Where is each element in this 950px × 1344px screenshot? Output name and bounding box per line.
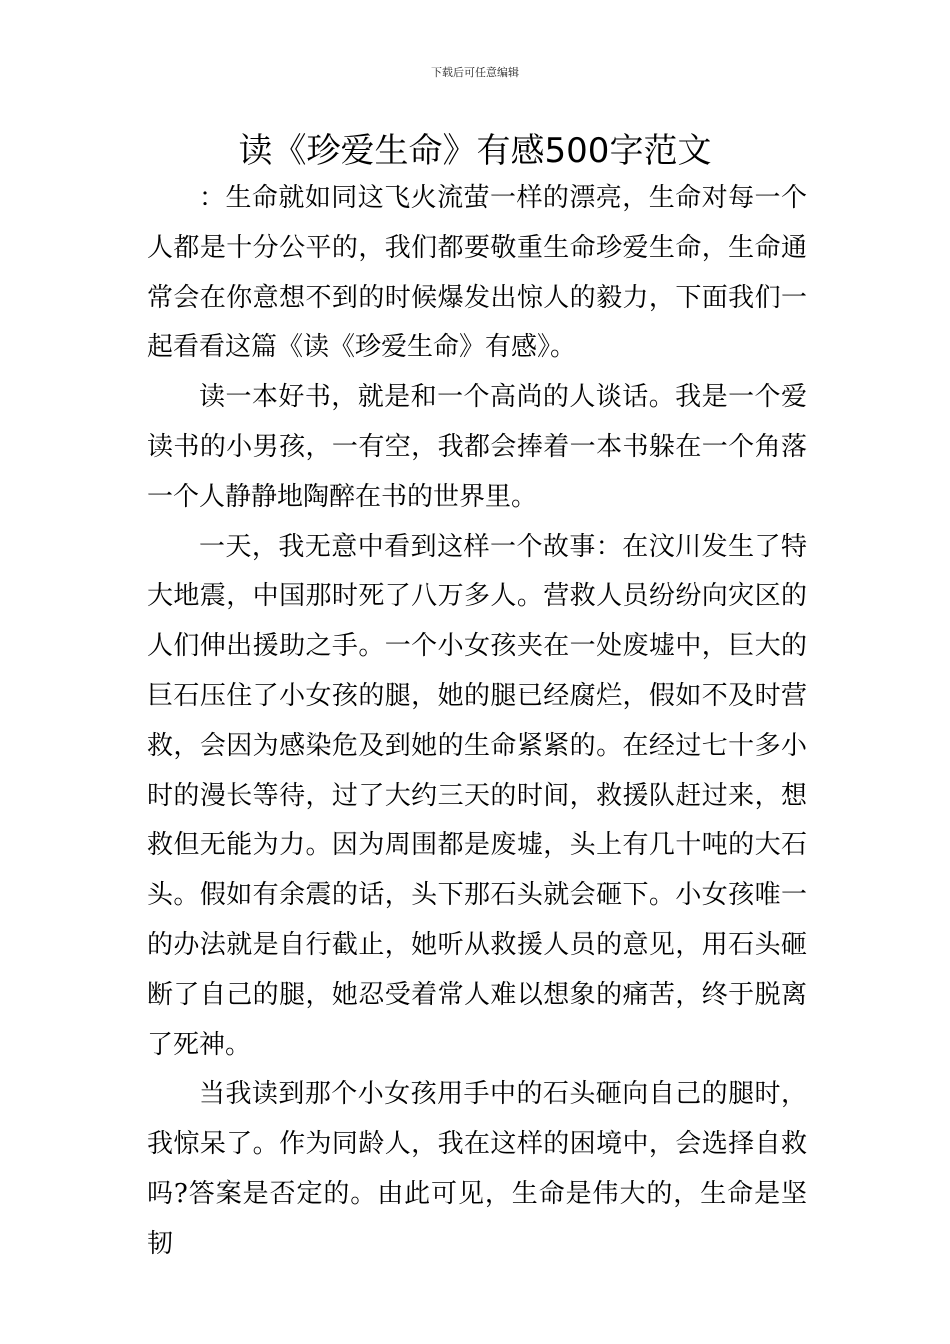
paragraph-reading: 读一本好书，就是和一个高尚的人谈话。我是一个爱读书的小男孩，一有空，我都会捧着一本书躲在一个角落一个人静静地陶醉在书的世界里。 bbox=[147, 382, 807, 512]
document-title: 读《珍爱生命》有感500字范文 bbox=[238, 131, 712, 171]
document-body bbox=[147, 174, 807, 1270]
paragraph-intro: ：生命就如同这飞火流萤一样的漂亮，生命对每一个人都是十分公平的，我们都要敬重生命珍爱生命，生命通常会在你意想不到的时候爆发出惊人的毅力，下面我们一起看看这篇《读《珍爱生命》有感》。 bbox=[147, 183, 807, 363]
paragraph-reflection: 当我读到那个小女孩用手中的石头砸向自己的腿时，我惊呆了。作为同龄人，我在这样的困境中，会选择自救吗?答案是否定的。由此可见，生命是伟大的，生命是坚韧 bbox=[147, 1079, 807, 1259]
header-note: 下载后可任意编辑 bbox=[431, 66, 519, 79]
paragraph-story: 一天，我无意中看到这样一个故事：在汶川发生了特大地震，中国那时死了八万多人。营救人员纷纷向灾区的人们伸出援助之手。一个小女孩夹在一处废墟中，巨大的巨石压住了小女孩的腿，她的腿已经腐烂，假如不及时营救，会因为感染危及到她的生命紧紧的。在经过七十多小时的漫长等待，过了大约三天的时间，救援队赶过来，想救但无能为力。因为周围都是废墟，头上有几十吨的大石头。假如有余震的话，头下那石头就会砸下。小女孩唯一的办法就是自行截止，她听从救援人员的意见，用石头砸断了自己的腿，她忍受着常人难以想象的痛苦，终于脱离了死神。 bbox=[147, 531, 807, 1060]
